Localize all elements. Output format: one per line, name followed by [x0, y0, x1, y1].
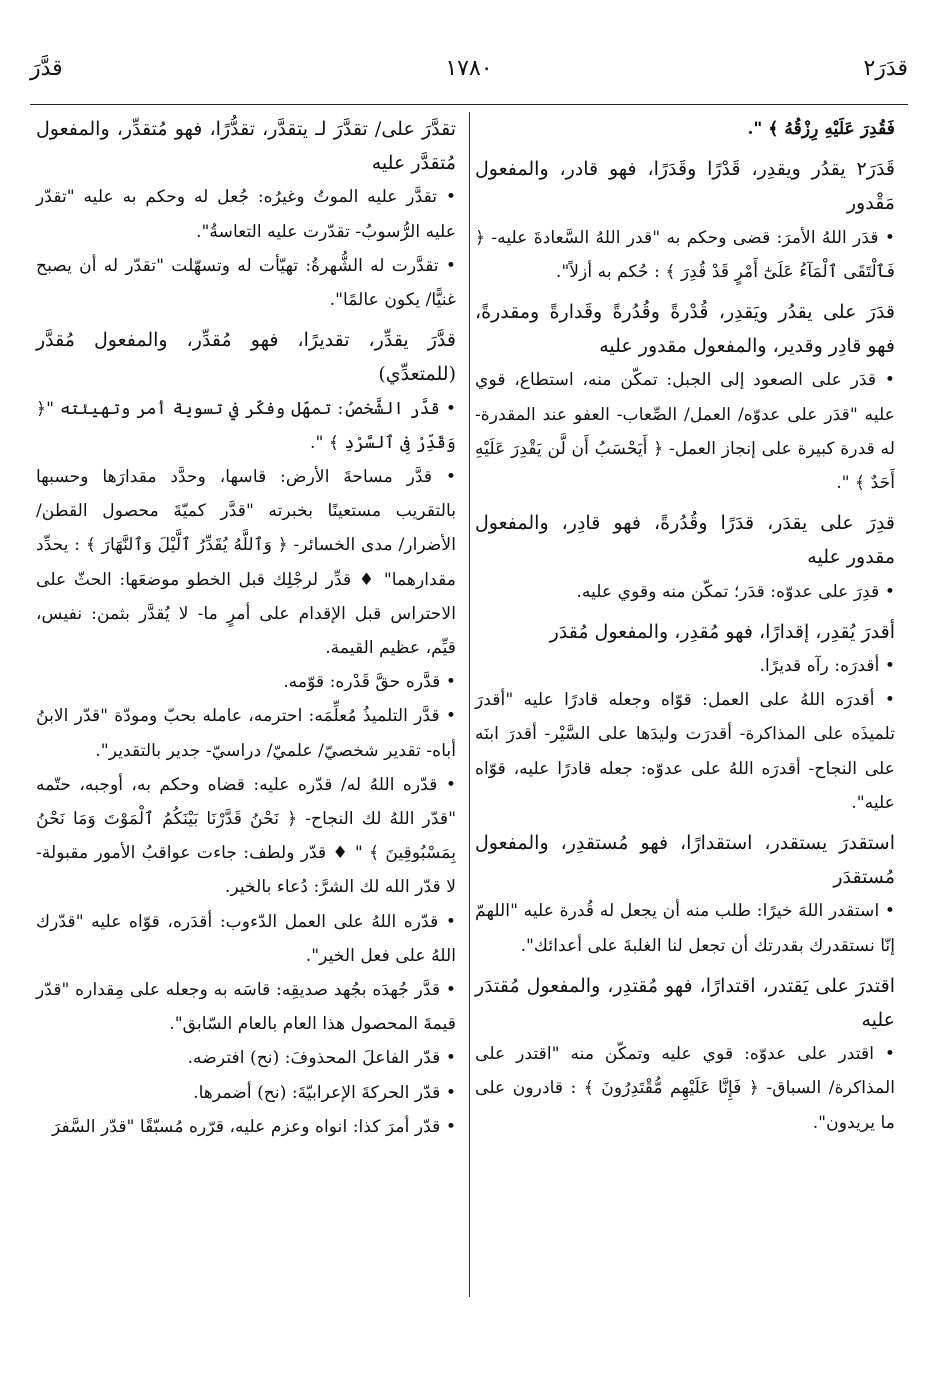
page-header [30, 56, 908, 90]
sense-paragraph: • قدّر الفاعلَ المحذوفَ: (نح) افترضه. [187, 1048, 456, 1069]
page-number: ١٧٨٠ [445, 56, 493, 81]
sense-paragraph: • قدَّر التلميذُ مُعلِّمَه: احترمه، عامله بحبّ ومودّة "قدّر الابنُ أباه- تقدير شخصيّ/ علميّ/ دراسيّ- جدير بالتقدير". [36, 706, 456, 761]
sense-paragraph: • قدّره اللهُ له/ قدّره عليه: قضاه وحكم به، أوجبه، حتّمه "قدّر اللهُ لك النجاح- ﴿ نَحْنُ قَدَّرْنَا بَيْنَكُمُ ٱلْمَوْتَ وَمَا نَحْنُ بِمَسْبُوقِينَ ﴾ " ♦ قدّر ولطف: جاءت عواقبُ الأمور مقبولة- لا قدّر الله لك الشرَّ: دُعاء بالخير. [36, 774, 456, 898]
sense-paragraph: • أقدرَه اللهُ على العمل: قوّاه وجعله قادرًا عليه "أقدرَ تلميذَه على المذاكرة- أقدرَت وليدَها على السَّيْر- أقدرَ ابنَه على النجاح- أقدرَه اللهُ على عدوّه: جعله قادرًا عليه، قوّاه عليه". [475, 690, 895, 813]
headword-entry: أقدرَ يُقدِر، إقدارًا، فهو مُقدِر، والمفعول مُقدَر [549, 620, 895, 643]
sense-paragraph: • تقدَّر عليه الموتُ وغيرُه: جُعل له وحكم به عليه "تقدّر عليه الرُّسوبُ- تقدّرت عليه التعاسةُ". [36, 187, 456, 242]
sense-paragraph: • قدَر على الصعود إلى الجبل: تمكّن منه، استطاع، قوي عليه "قدَر على عدوّه/ العمل/ الصِّعاب- العفو عند المقدرة- له قدرة كبيرة على إنجاز العمل- ﴿ أَيَحْسَبُ أَن لَّن يَقْدِرَ عَلَيْهِ أَحَدٌ ﴾ ". [475, 370, 895, 494]
sense-paragraph: • أقدرَه: رآه قديرًا. [759, 656, 895, 677]
sense-paragraph: • اقتدر على عدوّه: قوي عليه وتمكّن منه "اقتدر على المذاكرة/ السباق- ﴿ فَإِنَّا عَلَيْهِم مُّقْتَدِرُونَ ﴾ : قادرون على ما يريدون". [475, 1044, 895, 1133]
header-rule [30, 104, 908, 105]
headword-entry: قَدَرَ٢ يقدُر ويقدِر، قَدْرًا وقَدَرًا، فهو قادر، والمفعول مَقْدور [475, 158, 895, 215]
right-column [475, 112, 895, 1140]
headword-entry: قدِرَ على يقدَر، قدَرًا وقُدُرةً، فهو قادِر، والمفعول مقدور عليه [475, 512, 895, 569]
column-divider [469, 112, 470, 1297]
headword-entry: تقدَّرَ على/ تقدَّرَ لـ يتقدَّر، تقدُّرًا، فهو مُتقدِّر، والمفعول مُتقدَّر عليه [36, 118, 456, 175]
sense-paragraph: • قدّر أمرَ كذا: انواه وعزم عليه، قرّره مُسبّقًا "قدّر السَّفرَ [52, 1116, 456, 1137]
header-guide-word-left: قدَّرَ [30, 56, 63, 81]
sense-paragraph: • قدّر الحركةَ الإعرابيّةَ: (نح) أضمرها. [193, 1082, 456, 1103]
sense-paragraph: • قدّره اللهُ على العمل الدّءوب: أقدَره، قوّاه عليه "قدّرك اللهُ على فعل الخير". [36, 911, 456, 966]
sense-paragraph: • قدَّر مساحةَ الأرض: قاسها، وحدَّد مقدارَها وحسبها بالتقريب مستعينًا بخبرته "قدَّر كميّةَ محصول القطن/ الأضرار/ مدى الخسائر- ﴿ وَٱللَّهُ يُقَدِّرُ ٱلَّيْلَ وَٱلنَّهَارَ ﴾ : يحدِّد مقدارهما" ♦ قدِّر لرجْلِك قبل الخطو موضعَها: الحثّ على الاحتراس قبل الإقدام على أمرٍ ما- لا يُقدَّر بثمن: نفيس، قيِّم، عظيم القيمة. [36, 467, 456, 659]
headword-entry: اقتدرَ على يَقتدر، اقتدارًا، فهو مُقتدِر، والمفعول مُقتدَر عليه [475, 974, 895, 1032]
headword-entry: قدَّرَ يقدِّر، تقديرًا، فهو مُقدِّر، والمفعول مُقدَّر (للمتعدِّي) [36, 329, 456, 386]
headword-entry: استقدرَ يستقدر، استقدارًا، فهو مُستقدِر، والمفعول مُستقدَر [475, 832, 895, 889]
sense-paragraph: • استقدر اللهَ خيرًا: طلب منه أن يجعل له قُدرة عليه "اللهمّ إنّا نستقدرك بقدرتك أن تجعل لنا الغلبةَ على أعدائك". [475, 901, 895, 956]
entry-continuation: فَقُدِرَ عَلَيْهِ رِزْقُهُ ﴾ ". [747, 119, 895, 139]
left-column [36, 112, 456, 1144]
sense-paragraph: • قدَر اللهُ الأمرَ: قضى وحكم به "قدر اللهُ السَّعادةَ عليه- ﴿ فَٱلْتَقَى ٱلْمَآءُ عَلَىٰٓ أَمْرٍ قَدْ قُدِرَ ﴾ : حُكم به أزلاً". [475, 227, 895, 282]
sense-paragraph: • قدَّره حقَّ قَدْره: قوّمه. [283, 672, 456, 693]
sense-paragraph: • قدِرَ على عدوّه: قدَر؛ تمكّن منه وقوي عليه. [576, 581, 895, 602]
sense-paragraph: • قدَّر الشَّخصُ: تمهّل وفكّر في تسوية أمر وتهيئته "﴿ وَقَدِّرْ فِى ٱلسَّرْدِ ﴾ ". [36, 398, 456, 453]
sense-paragraph: • قدَّر جُهدَه بجُهد صديقِه: قاسَه به وجعله على مِقداره "قدّر قيمةَ المحصول هذا العام بالعام السّابق". [36, 980, 456, 1035]
sense-paragraph: • تقدَّرت له الشُّهرةُ: تهيّأت له وتسهّلت "تقدّر له أن يصبح غنيًّا/ يكون عالمًا". [36, 255, 456, 311]
headword-entry: قدَرَ على يقدُر ويَقدِر، قُدْرةً وقُدُرةً وقَدارةً ومقدرةً، فهو قادِر وقدير، والمفعول مقدور عليه [475, 301, 895, 358]
header-guide-word-right: قدَرَ٢ [863, 56, 908, 81]
